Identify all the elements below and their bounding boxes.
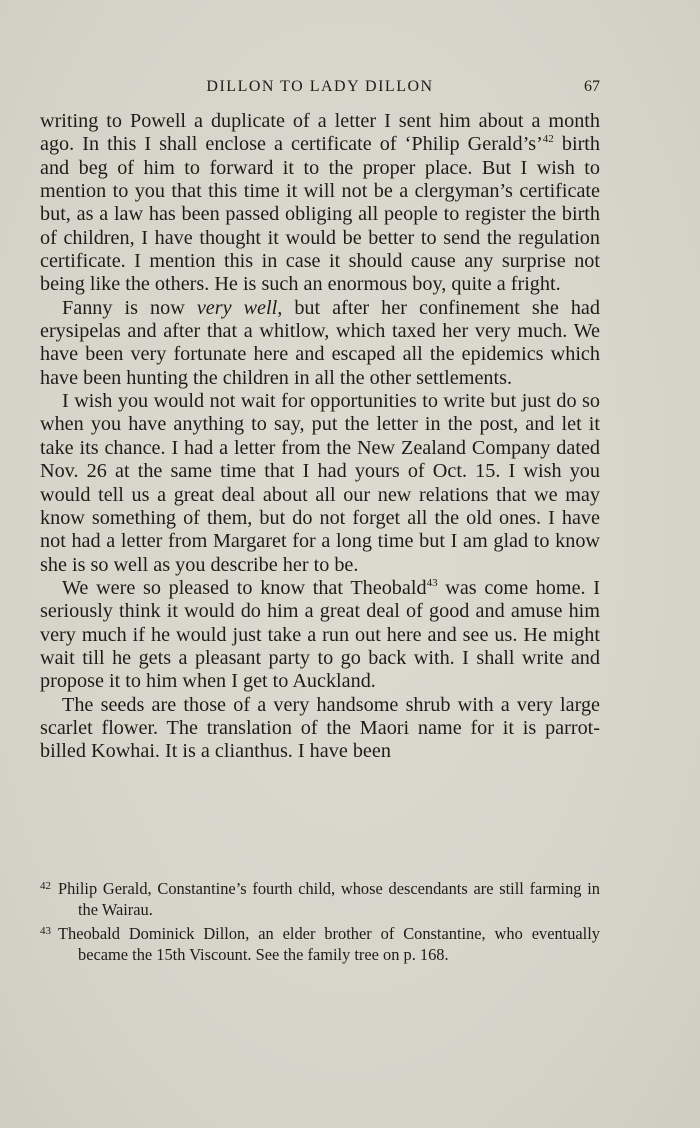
page-number: 67 (584, 78, 600, 95)
paragraph-1-text-a: writing to Powell a duplicate of a letter I sent him about a month ago. In this I shall enclose a certificate of ‘Philip Gerald’s’ (40, 110, 600, 156)
running-head (40, 78, 600, 100)
footnote-ref-42: 42 (542, 133, 554, 146)
paragraph-4 (40, 577, 600, 694)
paragraph-2-text-a: Fanny is now (62, 296, 197, 319)
paragraph-5: The seeds are those of a very handsome shrub with a very large scarlet flower. The translation of the Maori name for it is parrot-billed Kowhai. It is a clianthus. I have been (40, 693, 600, 763)
footnotes (40, 879, 600, 969)
footnote-42: 42 Philip Gerald, Constantine’s fourth child, whose descendants are still farming in the Wairau. (40, 879, 600, 919)
running-title: DILLON TO LADY DILLON (206, 78, 434, 95)
footnote-text: Philip Gerald, Constantine’s fourth child, whose descendants are still farming in the Wairau. (58, 879, 600, 919)
paragraph-2-emphasis: very well, (196, 296, 283, 319)
footnote-43: 43 Theobald Dominick Dillon, an elder brother of Constantine, who eventually became the 15th Viscount. See the family tree on p. 168. (40, 924, 600, 964)
paragraph-4-text-a: We were so pleased to know that Theobald (62, 576, 427, 599)
paragraph-1 (40, 110, 600, 297)
footnote-text: Theobald Dominick Dillon, an elder brother of Constantine, who eventually became the 15th Viscount. See the family tree on p. 168. (58, 924, 600, 964)
body-text (40, 110, 600, 764)
paragraph-3: I wish you would not wait for opportunities to write but just do so when you have anything to say, put the letter in the post, and let it take its chance. I had a letter from the New Zealand Company dated Nov. 26 at the same time that I had yours of Oct. 15. I wish you would tell us a great deal about all our new relations that we may know something of them, but do not forget all the old ones. I have not had a letter from Margaret for a long time but I am glad to know she is so well as you describe her to be. (40, 390, 600, 576)
paragraph-2 (40, 297, 600, 390)
paragraph-1-text-b: birth and beg of him to forward it to the proper place. But I wish to mention to you that this time it will not be a clergyman’s certificate but, as a law has been passed obliging all people to register the birth of children, I have thought it would be better to send the regulation certificate. I mention this in case it should cause any surprise not being like the others. He is such an enormous boy, quite a fright. (40, 133, 600, 296)
footnote-ref-43: 43 (426, 576, 438, 589)
paragraph-2-text-b: but after her confinement she had erysipelas and after that a whitlow, which taxed her very much. We have been very fortunate here and escaped all the epidemics which have been hunting the children in all the other settlements. (40, 296, 600, 389)
paragraph-4-text-b: was come home. I seriously think it would do him a great deal of good and amuse him very much if he would just take a run out here and see us. He might wait till he gets a pleasant party to go back with. I shall write and propose it to him when I get to Auckland. (40, 576, 601, 693)
